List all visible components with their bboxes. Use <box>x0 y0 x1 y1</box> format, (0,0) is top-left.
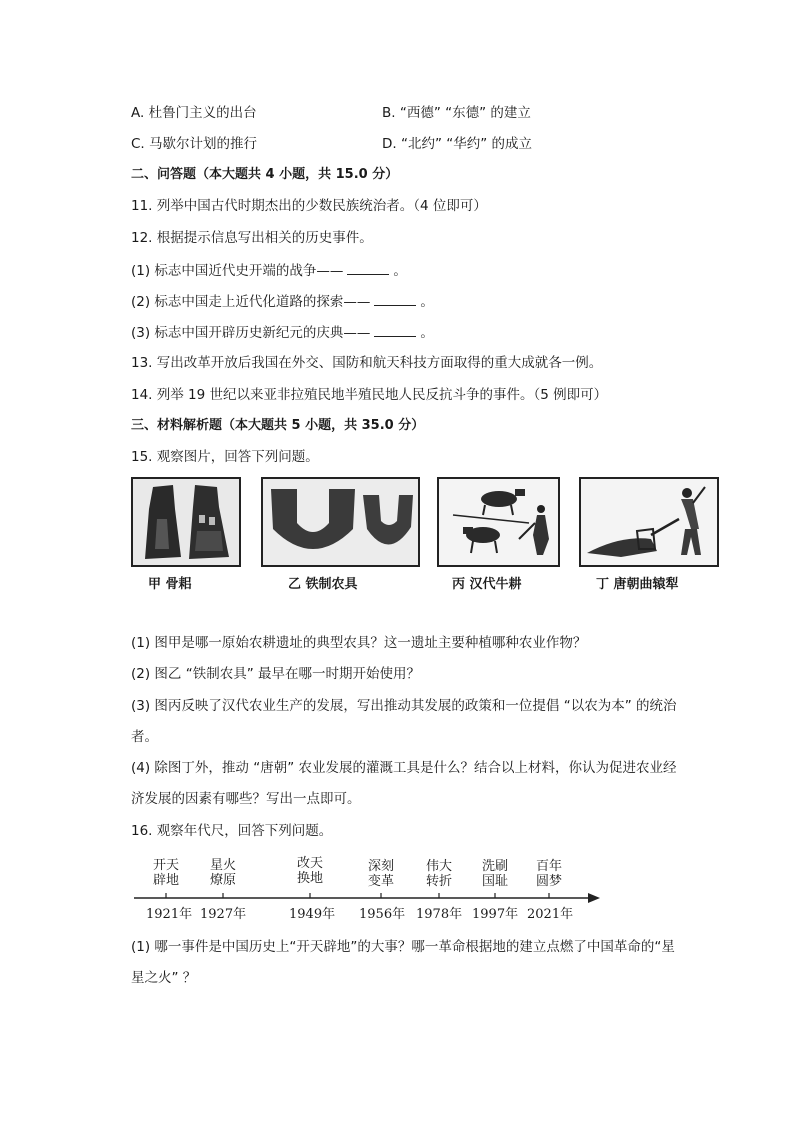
question-12-3 <box>131 322 434 343</box>
timeline-axis <box>130 890 602 904</box>
timeline-year-1956: 1956年 <box>359 907 406 922</box>
question-15-3-line1: (3) 图丙反映了汉代农业生产的发展，写出推动其发展的政策和一位提倡 “以农为本” 的统治 <box>131 698 677 714</box>
option-d: D. “北约” “华约” 的成立 <box>382 136 533 152</box>
timeline-label-top: 星火 <box>209 858 236 873</box>
question-13: 13. 写出改革开放后我国在外交、国防和航天科技方面取得的重大成就各一例。 <box>131 355 603 371</box>
answer-blank <box>347 260 389 275</box>
option-c: C. 马歇尔计划的推行 <box>131 136 258 152</box>
section-3-heading: 三、材料解析题（本大题共 5 小题，共 35.0 分） <box>131 418 425 433</box>
question-12-2 <box>131 291 434 312</box>
question-12-1-text: (1) 标志中国近代史开端的战争—— <box>131 263 344 279</box>
timeline-label-bottom: 辟地 <box>152 873 179 888</box>
timeline-label-1949 <box>290 856 330 886</box>
question-11: 11. 列举中国古代时期杰出的少数民族统治者。（4 位即可） <box>131 198 487 214</box>
timeline-label-top: 深刻 <box>367 859 394 874</box>
timeline-label-bottom: 圆梦 <box>535 874 562 889</box>
figure-ding-curved-plow-image <box>579 477 719 567</box>
answer-blank <box>374 291 416 306</box>
question-12: 12. 根据提示信息写出相关的历史事件。 <box>131 230 373 246</box>
option-b: B. “西德” “东德” 的建立 <box>382 105 531 121</box>
option-a: A. 杜鲁门主义的出台 <box>131 105 257 121</box>
timeline-label-bottom: 转折 <box>425 874 452 889</box>
answer-blank <box>374 322 416 337</box>
timeline-year-1949: 1949年 <box>289 907 336 922</box>
figure-bing-ox-plowing-image <box>437 477 560 567</box>
question-15-4-line2: 济发展的因素有哪些？写出一点即可。 <box>131 791 361 807</box>
timeline-label-1978 <box>419 859 459 889</box>
timeline-year-2021: 2021年 <box>527 907 574 922</box>
timeline-label-1956 <box>361 859 401 889</box>
caption-jia: 甲 骨耜 <box>148 577 192 592</box>
question-12-1 <box>131 260 407 281</box>
figure-yi-iron-tools-image <box>261 477 420 567</box>
period: 。 <box>420 325 434 341</box>
timeline-label-bottom: 换地 <box>296 871 323 886</box>
section-2-heading: 二、问答题（本大题共 4 小题，共 15.0 分） <box>131 167 399 182</box>
timeline-label-top: 伟大 <box>425 859 452 874</box>
question-12-2-text: (2) 标志中国走上近代化道路的探索—— <box>131 294 371 310</box>
timeline-label-top: 百年 <box>535 859 562 874</box>
question-15-2: (2) 图乙 “铁制农具” 最早在哪一时期开始使用？ <box>131 666 420 682</box>
timeline-year-1997: 1997年 <box>472 907 519 922</box>
timeline-label-2021 <box>529 859 569 889</box>
timeline-label-bottom: 变革 <box>367 874 394 889</box>
caption-yi: 乙 铁制农具 <box>288 577 358 592</box>
caption-bing: 丙 汉代牛耕 <box>452 577 522 592</box>
timeline-label-1997 <box>475 859 515 889</box>
timeline-year-1921: 1921年 <box>146 907 193 922</box>
timeline-year-1927: 1927年 <box>200 907 247 922</box>
question-16-1-line2: 星之火” ？ <box>131 970 197 986</box>
question-14: 14. 列举 19 世纪以来亚非拉殖民地半殖民地人民反抗斗争的事件。（5 例即可） <box>131 387 608 403</box>
caption-ding: 丁 唐朝曲辕犁 <box>596 577 679 592</box>
question-15-1: (1) 图甲是哪一原始农耕遗址的典型农具？这一遗址主要种植哪种农业作物？ <box>131 635 587 651</box>
timeline-year-1978: 1978年 <box>416 907 463 922</box>
question-12-3-text: (3) 标志中国开辟历史新纪元的庆典—— <box>131 325 371 341</box>
timeline-label-top: 开天 <box>152 858 179 873</box>
timeline-label-1927 <box>203 858 243 888</box>
timeline-label-top: 改天 <box>296 856 323 871</box>
question-15-4-line1: (4) 除图丁外，推动 “唐朝” 农业发展的灌溉工具是什么？结合以上材料，你认为促进农业经 <box>131 760 677 776</box>
figure-jia-bone-spade-image <box>131 477 241 567</box>
timeline-label-1921 <box>146 858 186 888</box>
period: 。 <box>420 294 434 310</box>
timeline-label-top: 洗刷 <box>481 859 508 874</box>
period: 。 <box>393 263 407 279</box>
timeline-label-bottom: 燎原 <box>209 873 236 888</box>
question-16-1-line1: (1) 哪一事件是中国历史上“开天辟地”的大事？哪一革命根据地的建立点燃了中国革命的“星 <box>131 939 675 955</box>
question-15: 15. 观察图片，回答下列问题。 <box>131 449 319 465</box>
timeline-label-bottom: 国耻 <box>481 874 508 889</box>
question-15-3-line2: 者。 <box>131 729 158 745</box>
question-16: 16. 观察年代尺，回答下列问题。 <box>131 823 333 839</box>
